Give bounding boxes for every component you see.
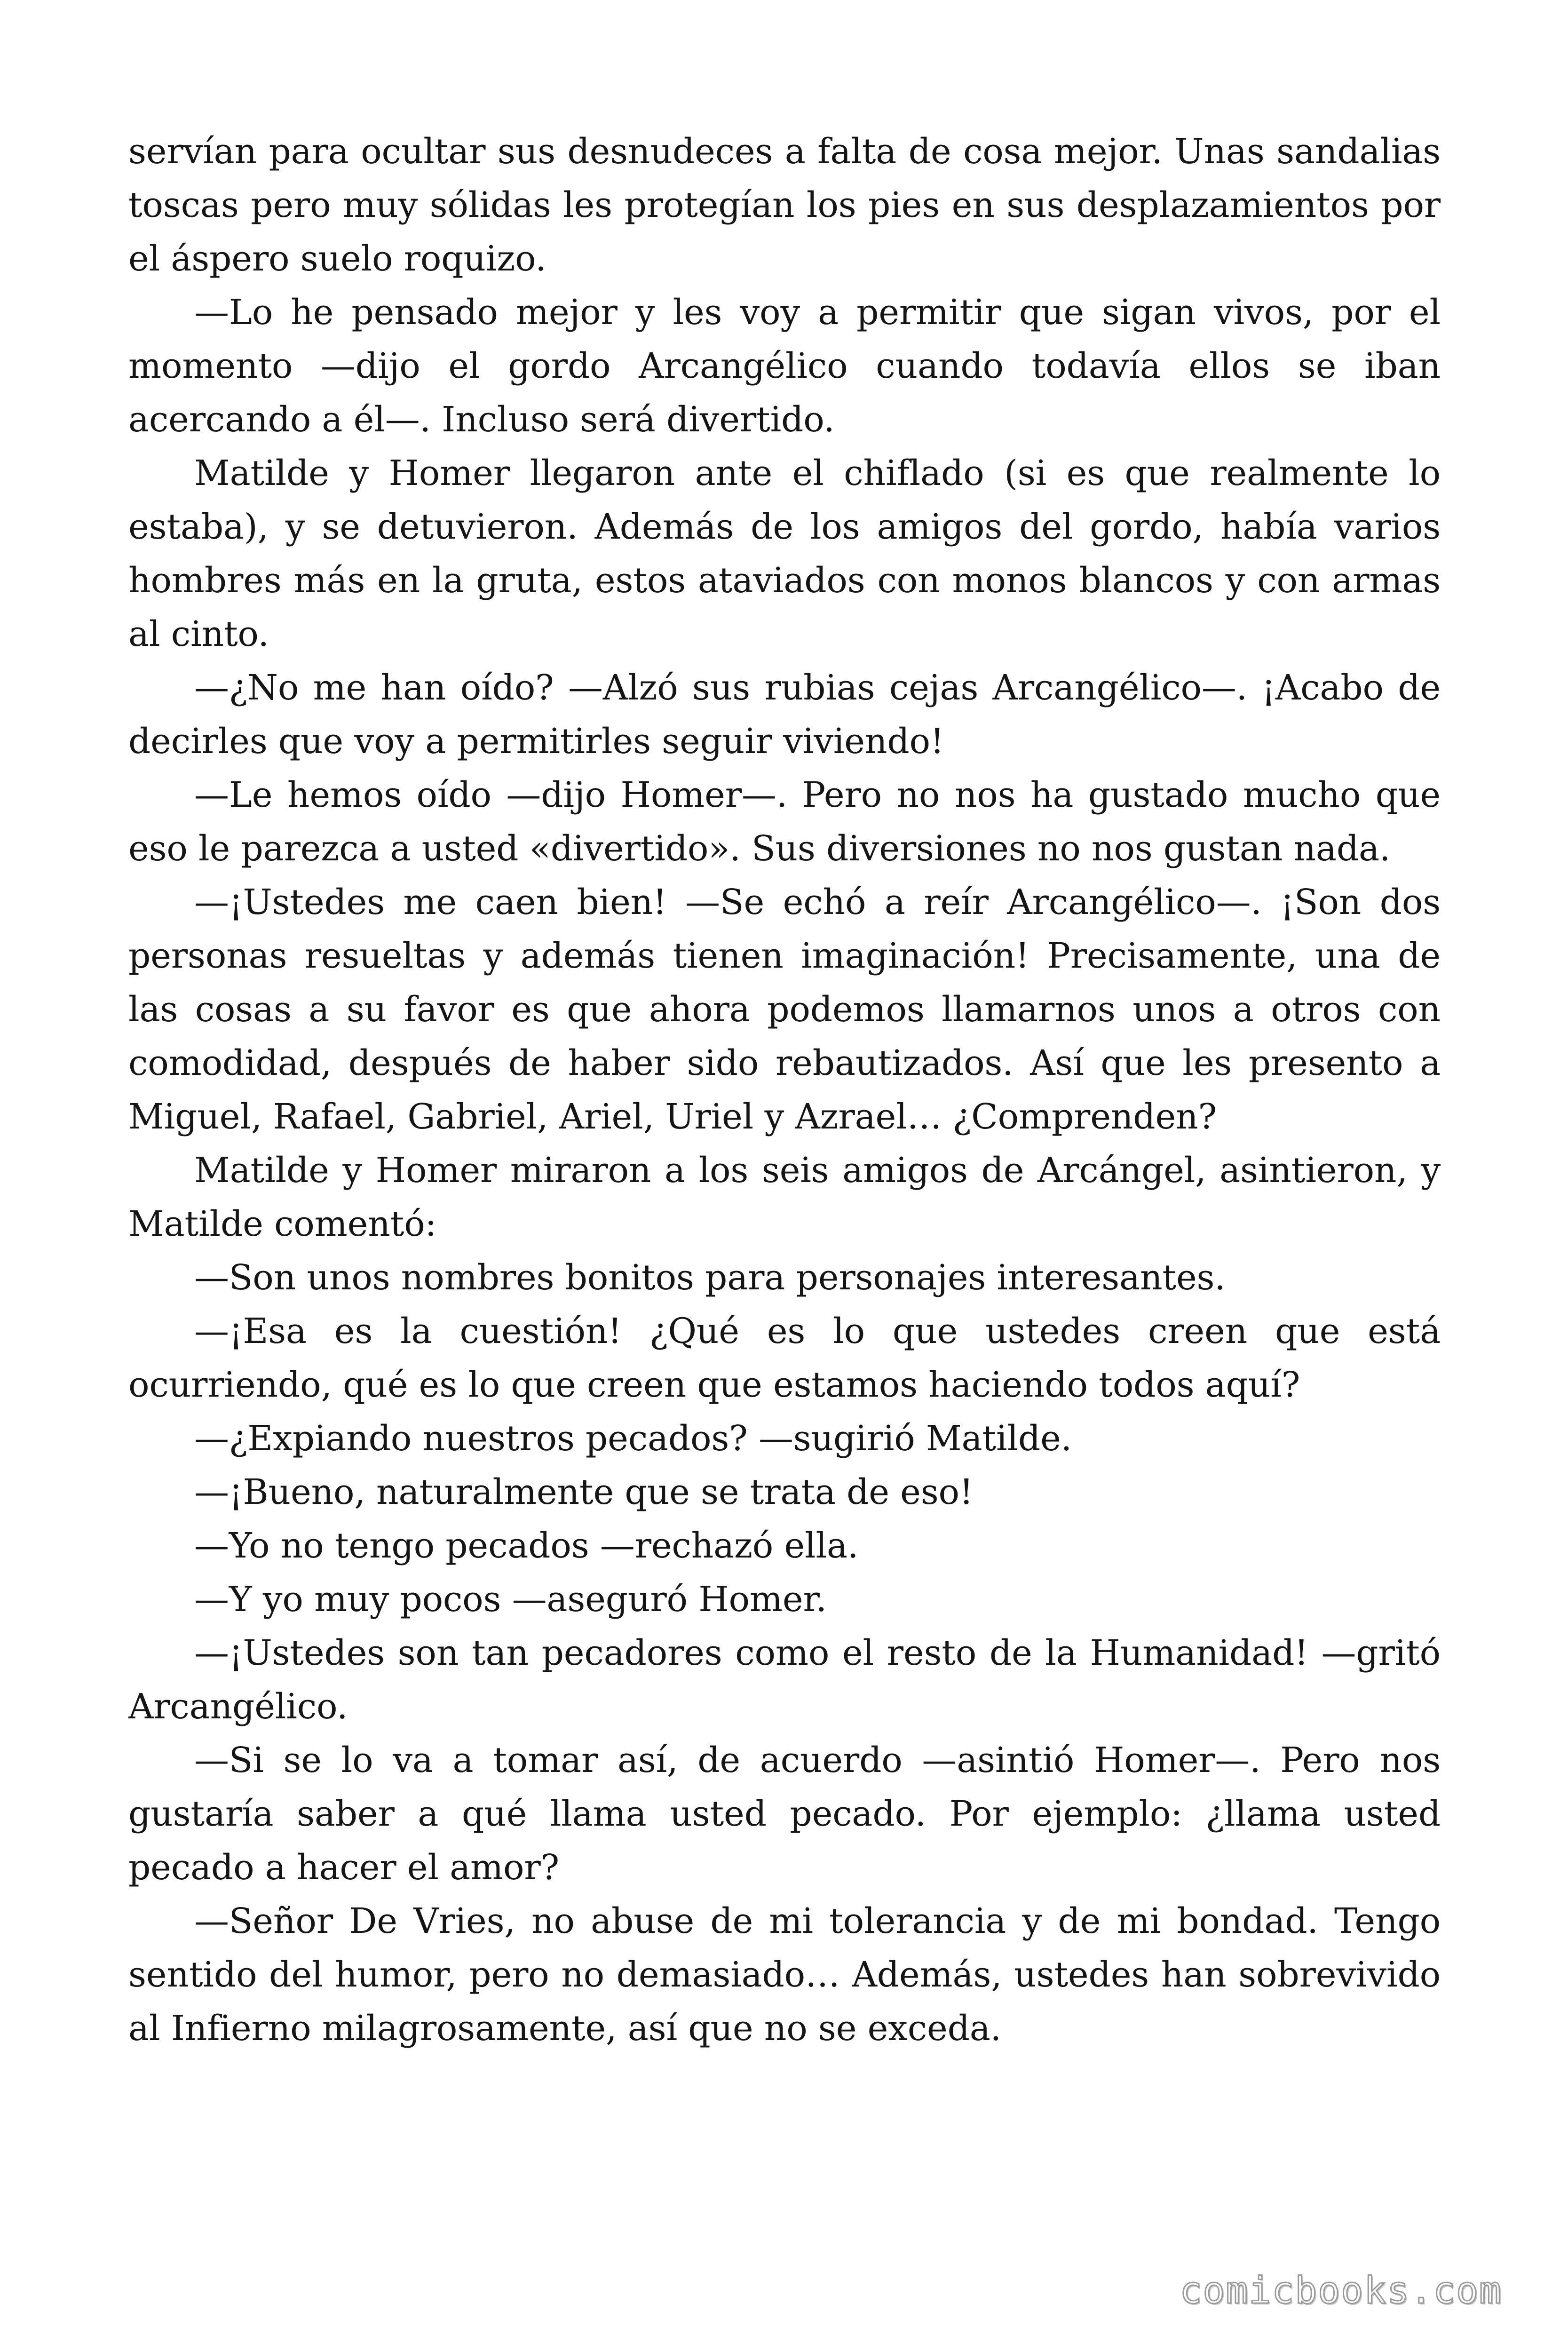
paragraph: —Señor De Vries, no abuse de mi tolerancia y de mi bondad. Tengo sentido del humor, pero no demasiado… Además, ustedes han sobrevivido al Infierno milagrosamente, así que no se exceda. bbox=[128, 1901, 1441, 2049]
paragraph: —Le hemos oído —dijo Homer—. Pero no nos ha gustado mucho que eso le parezca a usted «divertido». Sus diversiones no nos gustan nada. bbox=[128, 775, 1441, 869]
paragraph: —¡Esa es la cuestión! ¿Qué es lo que ustedes creen que está ocurriendo, qué es lo que creen que estamos haciendo todos aquí? bbox=[128, 1311, 1441, 1405]
paragraph: servían para ocultar sus desnudeces a falta de cosa mejor. Unas sandalias toscas pero muy sólidas les protegían los pies en sus desplazamientos por el áspero suelo roquizo. bbox=[128, 131, 1441, 279]
paragraph: —Si se lo va a tomar así, de acuerdo —asintió Homer—. Pero nos gustaría saber a qué llama usted pecado. Por ejemplo: ¿llama usted pecado a hacer el amor? bbox=[128, 1740, 1441, 1888]
paragraph: —¡Ustedes me caen bien! —Se echó a reír Arcangélico—. ¡Son dos personas resueltas y además tienen imaginación! Precisamente, una de las cosas a su favor es que ahora podemos llamarnos unos a otros con comodidad, después de haber sido rebautizados. Así que les presento a Miguel, Rafael, Gabriel, Ariel, Uriel y Azrael… ¿Comprenden? bbox=[128, 882, 1441, 1137]
paragraph: —Yo no tengo pecados —rechazó ella. bbox=[194, 1526, 859, 1566]
paragraph: Matilde y Homer llegaron ante el chiflado (si es que realmente lo estaba), y se detuvieron. Además de los amigos del gordo, había varios hombres más en la gruta, estos ataviados con monos blancos y con armas al cinto. bbox=[128, 453, 1441, 654]
paragraph: Matilde y Homer miraron a los seis amigos de Arcángel, asintieron, y Matilde comentó: bbox=[128, 1150, 1441, 1244]
watermark-logo: comicbooks.com bbox=[1180, 2270, 1502, 2312]
paragraph: —¡Bueno, naturalmente que se trata de eso! bbox=[194, 1472, 974, 1512]
paragraph: —¿No me han oído? —Alzó sus rubias cejas Arcangélico—. ¡Acabo de decirles que voy a permitirles seguir viviendo! bbox=[128, 667, 1441, 762]
paragraph: —Son unos nombres bonitos para personajes interesantes. bbox=[194, 1257, 1226, 1298]
paragraph: —Y yo muy pocos —aseguró Homer. bbox=[194, 1579, 827, 1620]
paragraph: —¿Expiando nuestros pecados? —sugirió Matilde. bbox=[194, 1418, 1072, 1459]
page-text-block bbox=[128, 125, 1441, 2204]
paragraph: —Lo he pensado mejor y les voy a permitir que sigan vivos, por el momento —dijo el gordo Arcangélico cuando todavía ellos se iban acercando a él—. Incluso será divertido. bbox=[128, 292, 1441, 440]
paragraph: —¡Ustedes son tan pecadores como el resto de la Humanidad! —gritó Arcangélico. bbox=[128, 1633, 1441, 1727]
